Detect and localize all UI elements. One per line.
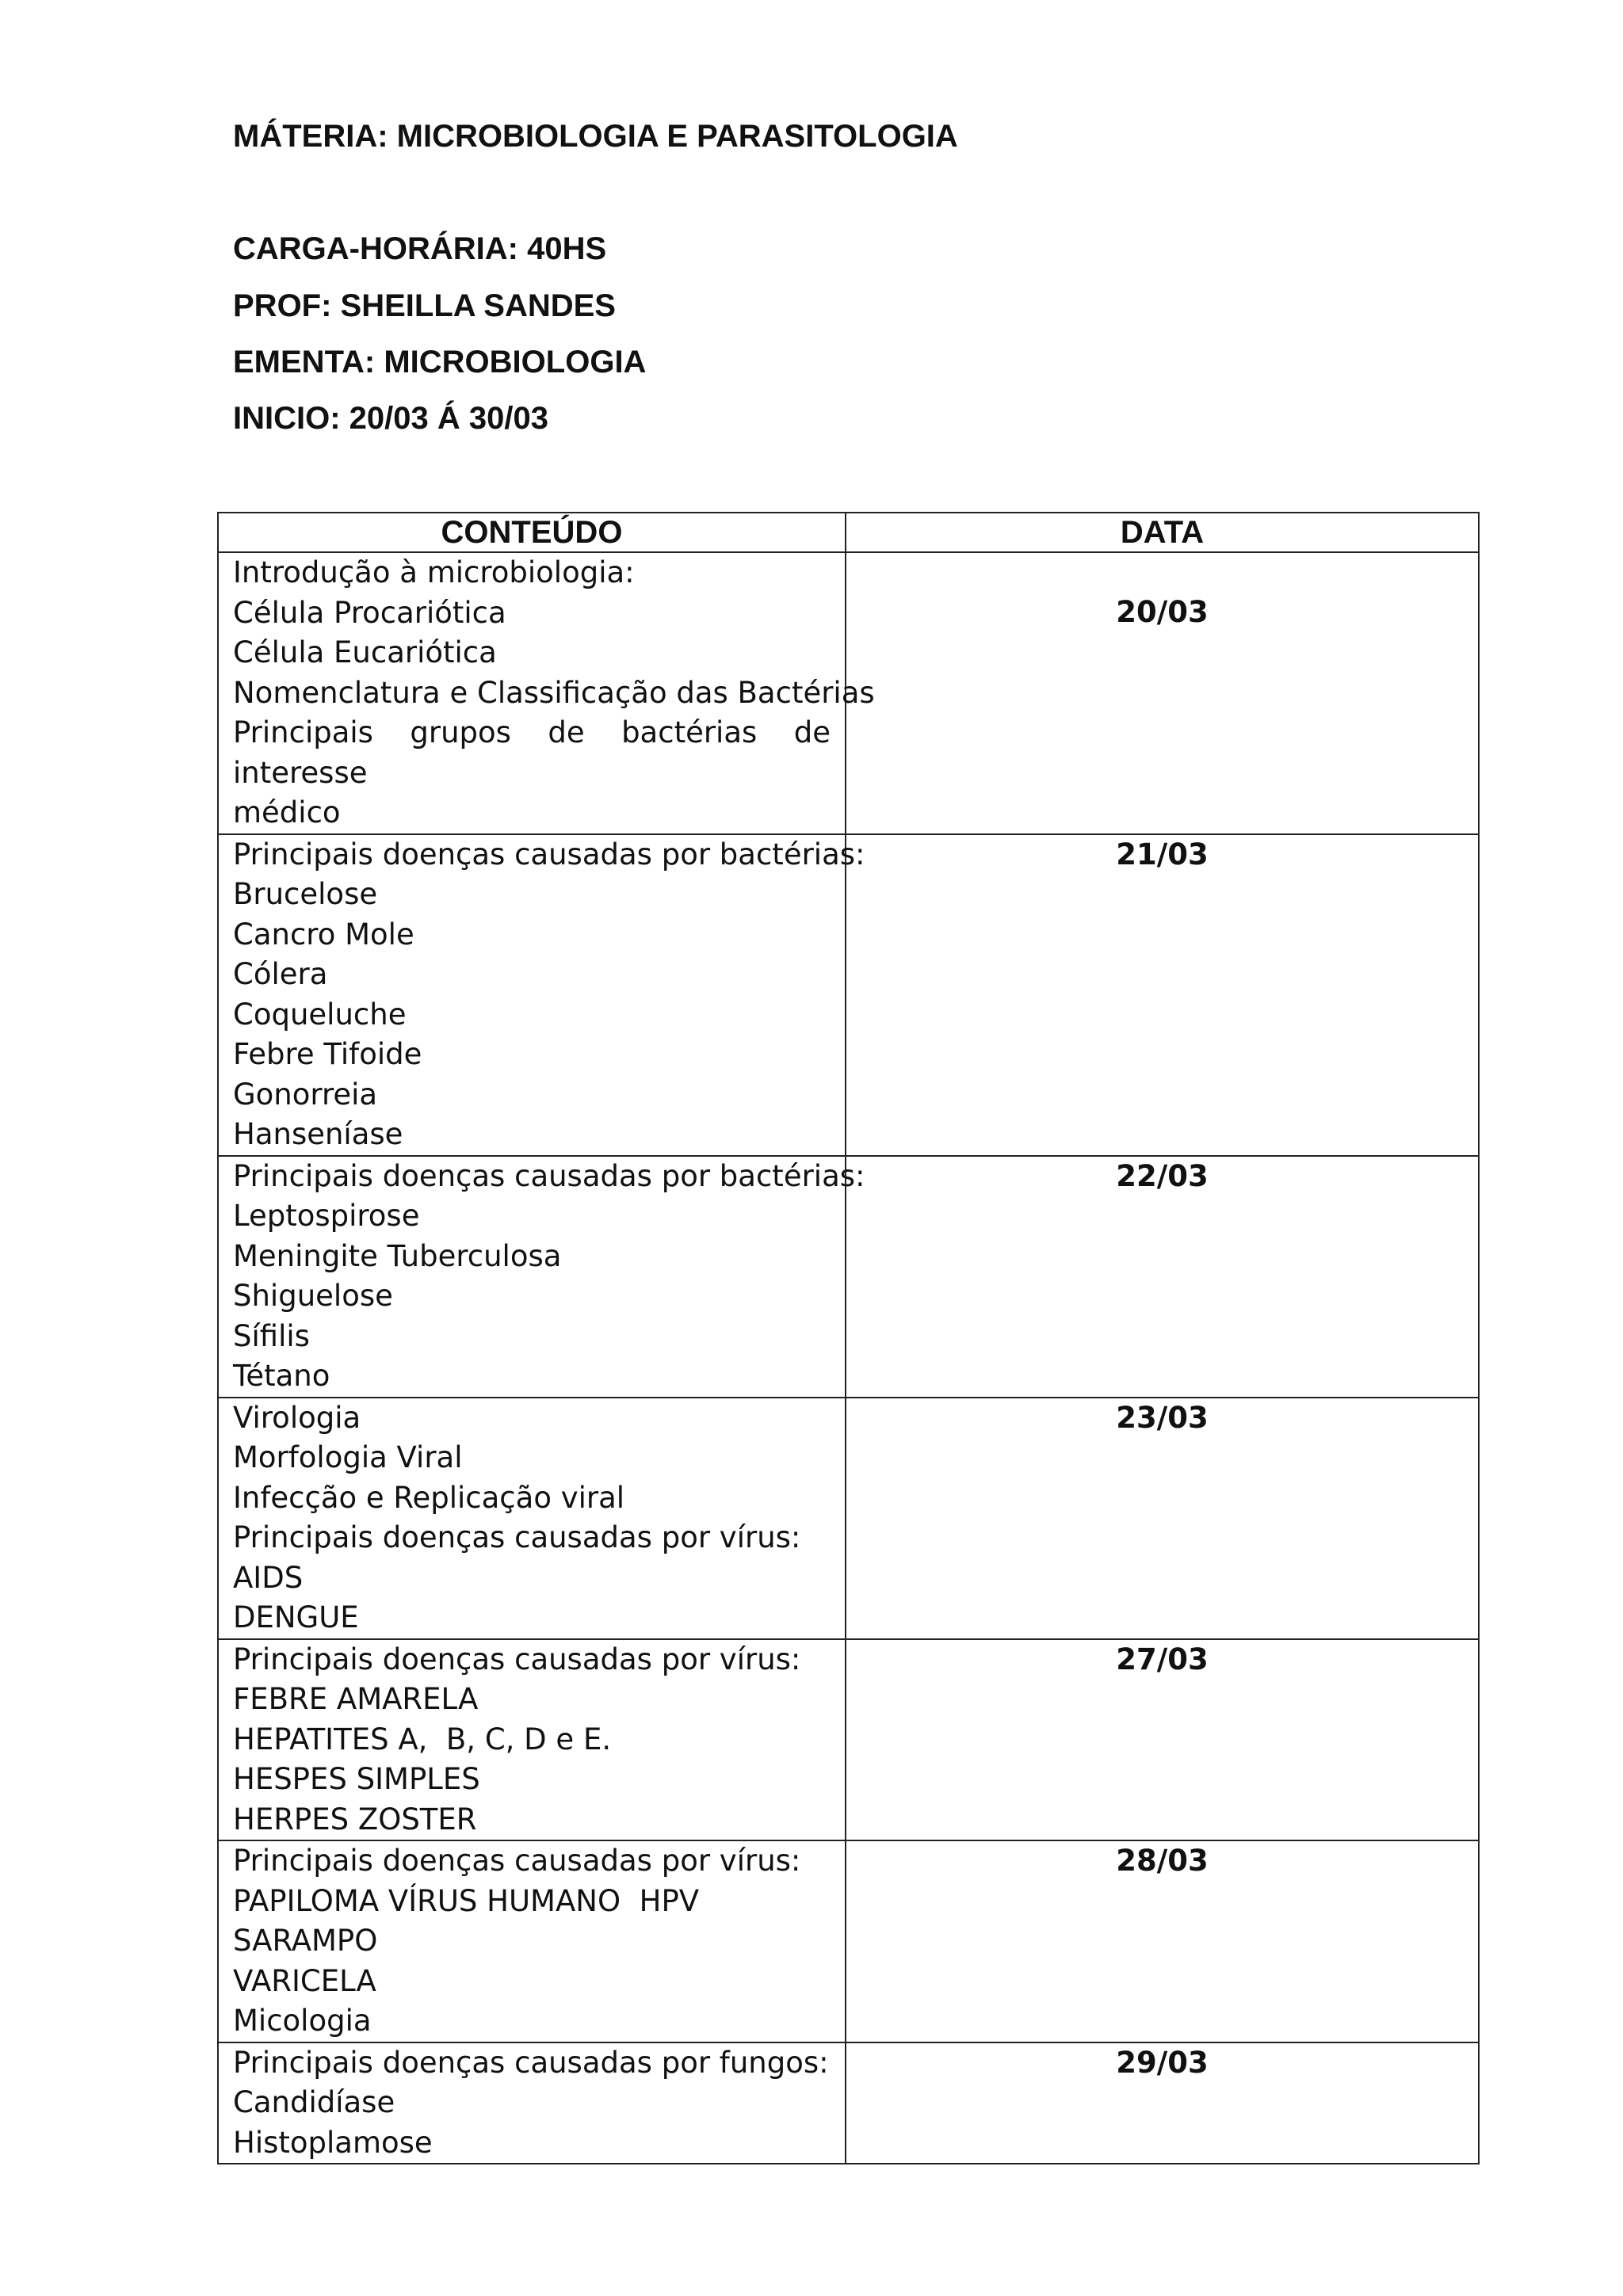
date-cell: 21/03 bbox=[846, 834, 1479, 1156]
date-cell: 20/03 bbox=[846, 552, 1479, 834]
content-line: Principais doenças causadas por bactérias: bbox=[233, 1158, 865, 1193]
content-line: Virologia bbox=[233, 1400, 361, 1435]
content-line: Principais doenças causadas por bactérias: bbox=[233, 837, 865, 871]
content-line: FEBRE AMARELA bbox=[233, 1682, 479, 1716]
content-line: Principais doenças causadas por vírus: bbox=[233, 1642, 801, 1676]
content-line: Gonorreia bbox=[233, 1077, 378, 1112]
content-line: Célula Procariótica bbox=[233, 595, 506, 630]
start-date-line: INICIO: 20/03 Á 30/03 bbox=[233, 401, 548, 436]
date-cell: 23/03 bbox=[846, 1398, 1479, 1639]
date-cell: 29/03 bbox=[846, 2042, 1479, 2164]
content-cell bbox=[218, 1156, 865, 1398]
table-row bbox=[218, 1398, 1479, 1639]
content-line: Histoplamose bbox=[233, 2125, 433, 2160]
content-line: Tétano bbox=[233, 1359, 330, 1393]
date-cell: 28/03 bbox=[846, 1840, 1479, 2042]
content-line: Micologia bbox=[233, 2004, 372, 2038]
date-cell: 27/03 bbox=[846, 1639, 1479, 1841]
content-line: Morfologia Viral bbox=[233, 1440, 463, 1474]
document-title: MÁTERIA: MICROBIOLOGIA E PARASITOLOGIA bbox=[233, 119, 958, 154]
content-line: DENGUE bbox=[233, 1600, 359, 1634]
content-line: HESPES SIMPLES bbox=[233, 1762, 480, 1796]
content-line: Cólera bbox=[233, 957, 328, 991]
table-row bbox=[218, 552, 1479, 834]
content-line: HEPATITES A, B, C, D e E. bbox=[233, 1722, 612, 1756]
content-line: SARAMPO bbox=[233, 1924, 378, 1958]
content-line: Candidíase bbox=[233, 2085, 395, 2119]
content-line: Hanseníase bbox=[233, 1117, 403, 1151]
content-line: AIDS bbox=[233, 1560, 304, 1595]
content-cell bbox=[218, 1398, 846, 1639]
content-line: PAPILOMA VÍRUS HUMANO HPV bbox=[233, 1883, 700, 1918]
column-header-content: CONTEÚDO bbox=[218, 513, 846, 552]
content-line: Shiguelose bbox=[233, 1279, 393, 1313]
content-cell bbox=[218, 1840, 846, 2042]
date-cell: 22/03 bbox=[846, 1156, 1479, 1398]
content-line: Coqueluche bbox=[233, 997, 407, 1032]
content-cell bbox=[218, 834, 865, 1156]
content-line: Principais doenças causadas por vírus: bbox=[233, 1844, 801, 1878]
professor-line: PROF: SHEILLA SANDES bbox=[233, 288, 616, 323]
table-row bbox=[218, 1156, 1479, 1398]
table-row bbox=[218, 834, 1479, 1156]
content-line: Febre Tifoide bbox=[233, 1037, 422, 1071]
content-line: Principais grupos de bactérias de interesse bbox=[233, 715, 831, 790]
content-line: Infecção e Replicação viral bbox=[233, 1480, 625, 1515]
table-header-row bbox=[218, 513, 1479, 552]
content-cell bbox=[218, 1639, 846, 1841]
content-line: Leptospirose bbox=[233, 1199, 420, 1233]
schedule-table bbox=[217, 512, 1480, 2164]
content-line: HERPES ZOSTER bbox=[233, 1802, 477, 1836]
content-line: Cancro Mole bbox=[233, 917, 414, 952]
content-line: Sífilis bbox=[233, 1318, 310, 1353]
content-line: Meningite Tuberculosa bbox=[233, 1238, 562, 1273]
workload-line: CARGA-HORÁRIA: 40HS bbox=[233, 231, 607, 266]
table-row bbox=[218, 1639, 1479, 1841]
content-line: Brucelose bbox=[233, 877, 378, 911]
content-line: Célula Eucariótica bbox=[233, 635, 497, 669]
column-header-date: DATA bbox=[846, 513, 1479, 552]
content-line: médico bbox=[233, 795, 341, 830]
table-row bbox=[218, 2042, 1479, 2164]
content-line: Nomenclatura e Classificação das Bactérias bbox=[233, 675, 875, 710]
syllabus-line: EMENTA: MICROBIOLOGIA bbox=[233, 345, 647, 379]
content-line: VARICELA bbox=[233, 1963, 376, 1998]
content-cell bbox=[218, 2042, 846, 2164]
content-line: Principais doenças causadas por vírus: bbox=[233, 1520, 801, 1554]
table-row bbox=[218, 1840, 1479, 2042]
content-cell bbox=[218, 552, 875, 834]
content-line: Principais doenças causadas por fungos: bbox=[233, 2045, 829, 2080]
content-line: Introdução à microbiologia: bbox=[233, 555, 635, 589]
